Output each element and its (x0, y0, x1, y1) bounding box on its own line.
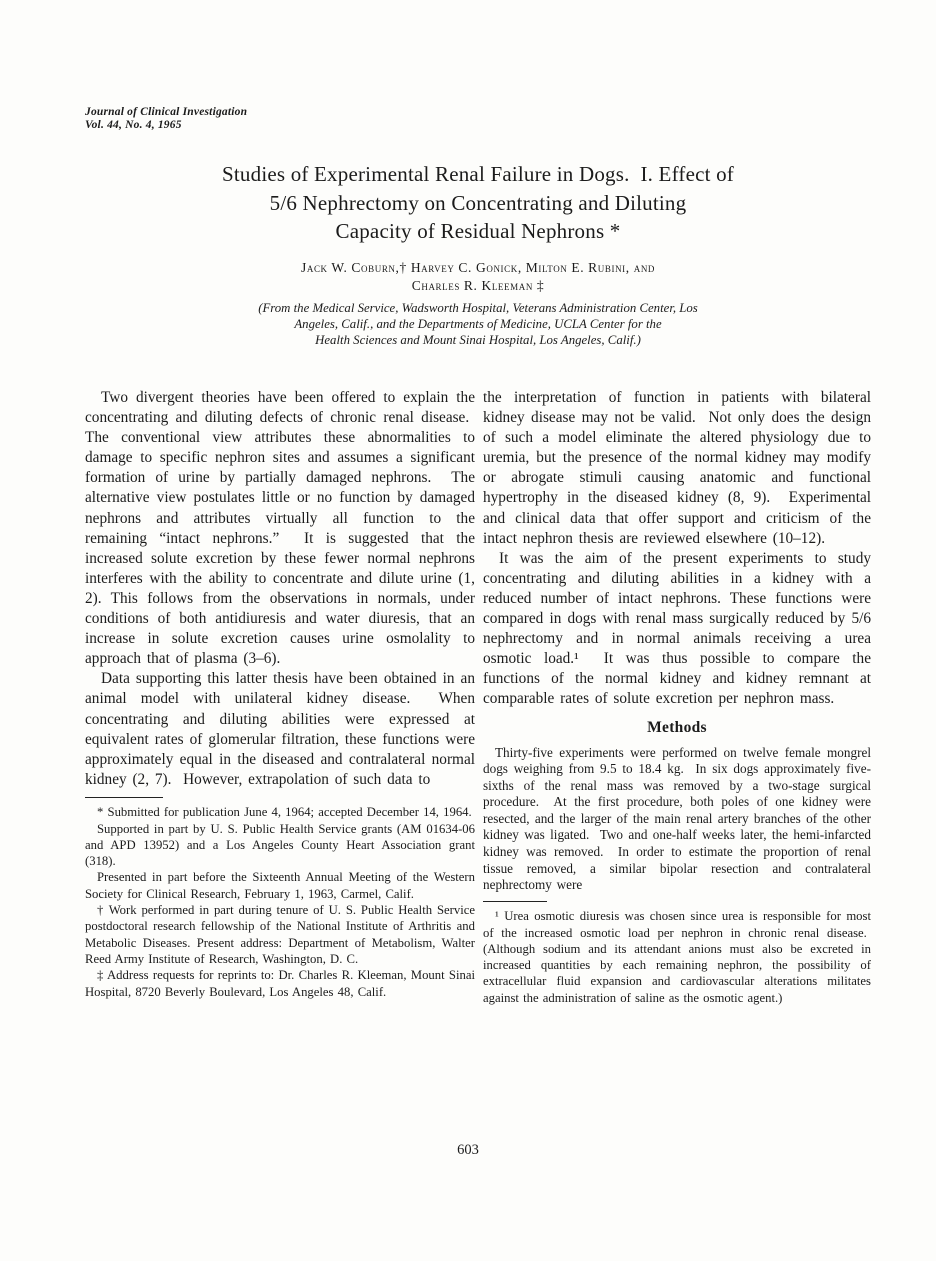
author-line: Jack W. Coburn,† Harvey C. Gonick, Milton E. Rubini, and (300, 260, 656, 275)
journal-header (85, 106, 247, 132)
footnote: † Work performed in part during tenure of U. S. Public Health Service postdoctoral research fellowship of the National Institute of Arthritis and Metabolic Diseases. Present address: Department of Metabolism, Walter Reed Army Institute of Research, Washington, D. C. (85, 903, 475, 966)
footnote-rule (483, 901, 547, 902)
journal-name: Journal of Clinical Investigation (85, 106, 248, 118)
footnote: Presented in part before the Sixteenth Annual Meeting of the Western Society for Clinical Research, February 1, 1963, Carmel, Calif. (85, 870, 475, 901)
author-list (85, 259, 871, 295)
title-line: Studies of Experimental Renal Failure in Dogs. I. Effect of (222, 162, 734, 186)
affiliation-line: Health Sciences and Mount Sinai Hospital, Los Angeles, Calif.) (315, 332, 641, 347)
affiliation (85, 301, 871, 348)
footnote: Supported in part by U. S. Public Health Service grants (AM 01634-06 and APD 13952) and a Los Angeles County Heart Association grant (318). (85, 821, 475, 869)
body-paragraph: the interpretation of function in patients with bilateral kidney disease may not be valid. Not only does the design of such a model eliminate the altered physiology due to uremia, but the presence of the normal kidney may modify or abrogate stimuli causing anatomic and functional hypertrophy in the diseased kidney (8, 9). Experimental and clinical data that offer support and criticism of the intact nephron thesis are reviewed elsewhere (10–12). (483, 389, 871, 547)
page-title (85, 160, 871, 246)
section-heading-methods: Methods (647, 718, 707, 736)
footnote: * Submitted for publication June 4, 1964; accepted December 14, 1964. (97, 805, 472, 820)
body-paragraph: It was the aim of the present experiments to study concentrating and diluting abilities in a kidney with a reduced number of intact nephrons. These functions were compared in dogs with renal mass surgically reduced by 5/6 nephrectomy and in normal animals receiving a urea osmotic load.¹ It was thus possible to compare the functions of the normal kidney and kidney remnant at comparable rates of solute excretion per nephron mass. (483, 549, 871, 708)
body-paragraph: Two divergent theories have been offered to explain the concentrating and diluting defects of chronic renal disease. The conventional view attributes these abnormalities to damage to specific nephron sites and assumes a significant formation of urine by partially damaged nephrons. The alternative view postulates little or no function by damaged nephrons and attributes virtually all function to the remaining “intact nephrons.” It is suggested that the increased solute excretion by these fewer normal nephrons interferes with the ability to concentrate and dilute urine (1, 2). This follows from the observations in normals, under conditions of both antidiuresis and water diuresis, that an increase in solute excretion causes urine osmolality to approach that of plasma (3–6). (85, 389, 475, 668)
title-line: 5/6 Nephrectomy on Concentrating and Diluting (269, 190, 687, 215)
author-line: Charles R. Kleeman ‡ (411, 278, 545, 293)
affiliation-line: (From the Medical Service, Wadsworth Hospital, Veterans Administration Center, Los (258, 301, 698, 315)
affiliation-line: Angeles, Calif., and the Departments of Medicine, UCLA Center for the (294, 316, 662, 331)
left-column (85, 388, 475, 1000)
body-paragraph: Data supporting this latter thesis have been obtained in an animal model with unilateral kidney disease. When concentrating and diluting abilities were expressed at equivalent rates of glomerular filtration, these functions were approximately equal in the diseased and contralateral normal kidney (2, 7). However, extrapolation of such data to (85, 670, 475, 788)
page-number: 603 (457, 1142, 479, 1158)
methods-paragraph: Thirty-five experiments were performed on twelve female mongrel dogs weighing from 9.5 to 18.4 kg. In six dogs approximately five-sixths of the renal mass was removed by a two-stage surgical procedure. At the first procedure, both poles of one kidney were resected, and the larger of the main renal artery branches of the other kidney was ligated. Two and one-half weeks later, the hemi-infarcted kidney was removed. In order to estimate the proportion of renal tissue removed, a similar bipolar resection and contralateral nephrectomy were (483, 744, 871, 893)
journal-issue: Vol. 44, No. 4, 1965 (85, 119, 182, 131)
footnote: ‡ Address requests for reprints to: Dr. Charles R. Kleeman, Mount Sinai Hospital, 8720 Beverly Boulevard, Los Angeles 48, Calif. (85, 968, 475, 999)
title-line: Capacity of Residual Nephrons * (335, 219, 621, 243)
footnote: ¹ Urea osmotic diuresis was chosen since urea is responsible for most of the increased osmotic load per nephron in chronic renal disease. (Although sodium and its attendant anions must also be excreted in increased quantities by each remaining nephron, the possibility of extracellular fluid expansion and cardiovascular alterations militates against the administration of saline as the osmotic agent.) (483, 909, 871, 1005)
footnote-rule (85, 797, 163, 798)
right-column (483, 388, 871, 1006)
